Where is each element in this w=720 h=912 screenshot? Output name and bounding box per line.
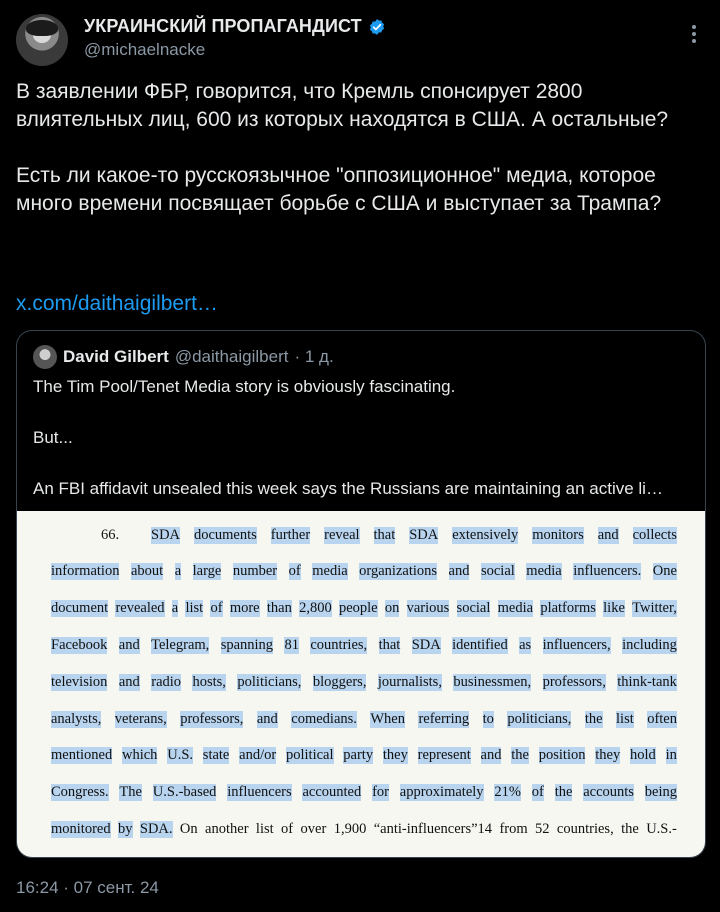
tweet-link[interactable]: x.com/daithaigilbert… (16, 292, 218, 315)
quoted-tweet[interactable] (16, 330, 706, 858)
quoted-line-3: An FBI affidavit unsealed this week says the Russians are maintaining an active li… (33, 479, 663, 498)
document-line: document revealed a list of more than 2,800 people on various social media platforms like Twitter, (51, 600, 677, 617)
document-image[interactable] (17, 511, 706, 858)
quoted-author-avatar (33, 345, 57, 369)
document-line: information about a large number of media organizations and social media influencers. One (51, 563, 677, 580)
quoted-tweet-text (33, 375, 693, 500)
document-paragraph-number: 66. (101, 527, 120, 543)
quoted-tweet-header (33, 345, 334, 369)
quoted-tweet-time: · 1 д. (294, 347, 334, 366)
tweet-timestamp[interactable]: 16:24 · 07 сент. 24 (16, 878, 159, 897)
document-line: SDA documents further reveal that SDA extensively monitors and collects (151, 526, 677, 543)
tweet-text (16, 78, 706, 218)
document-line: Congress. The U.S.-based influencers accounted for approximately 21% of the accounts being (51, 784, 677, 801)
quoted-author-name: David Gilbert (63, 347, 169, 366)
document-line: Facebook and Telegram, spanning 81 countries, that SDA identified as influencers, including (51, 636, 677, 653)
author-name-row[interactable] (84, 16, 386, 37)
document-line: mentioned which U.S. state and/or political party they represent and the position they hold in (51, 747, 677, 764)
document-line: analysts, veterans, professors, and comedians. When referring to politicians, the list often (51, 710, 677, 727)
document-line: television and radio hosts, politicians, bloggers, journalists, businessmen, professors, think-tank (51, 673, 677, 690)
quoted-line-2: But... (33, 428, 73, 447)
document-line: monitored by SDA. On another list of over 1,900 “anti-influencers”14 from 52 countries, the U.S.- (51, 820, 677, 837)
quoted-line-1: The Tim Pool/Tenet Media story is obviously fascinating. (33, 377, 456, 396)
tweet-paragraph-2: Есть ли какое-то русскоязычное "оппозиционное" медиа, которое много времени посвящает борьбе с США и выступает за Трампа? (16, 164, 662, 215)
tweet-header (16, 10, 706, 66)
tweet-paragraph-1: В заявлении ФБР, говорится, что Кремль спонсирует 2800 влиятельных лиц, 600 из которых находятся в США. А остальные? (16, 80, 669, 131)
verified-badge-icon (368, 18, 386, 36)
author-display-name[interactable]: УКРАИНСКИЙ ПРОПАГАНДИСТ (84, 16, 362, 36)
author-handle[interactable]: @michaelnacke (84, 40, 206, 59)
quoted-author-handle: @daithaigilbert (174, 347, 289, 366)
more-vertical-icon[interactable] (682, 22, 706, 46)
author-avatar[interactable] (16, 14, 68, 66)
